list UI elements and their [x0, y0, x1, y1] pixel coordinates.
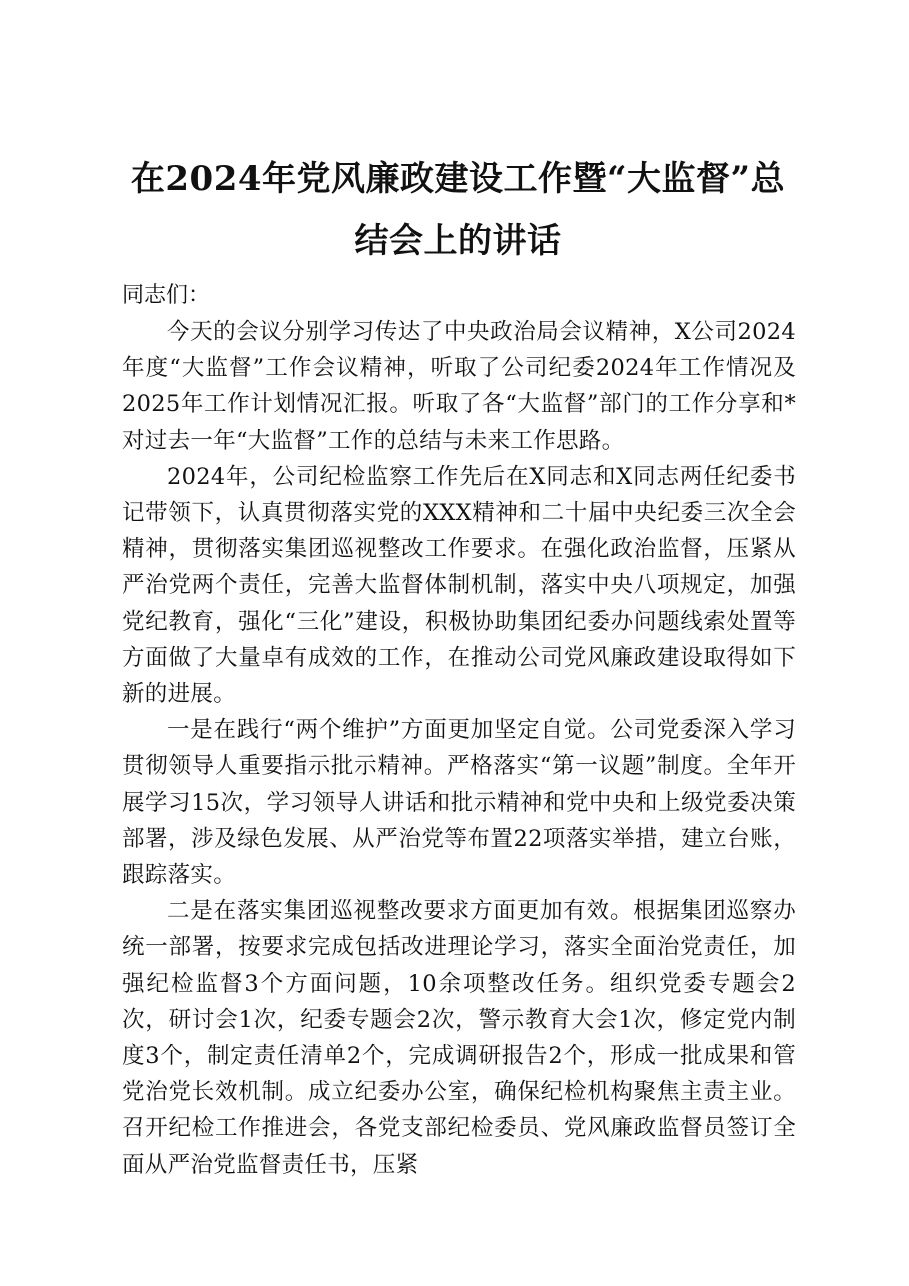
document-body — [122, 314, 796, 1183]
greeting-line: 同志们： — [122, 283, 211, 308]
paragraph-point-two: 二是在落实集团巡视整改要求方面更加有效。根据集团巡察办统一部署，按要求完成包括改进理论学习，落实全面治党责任，加强纪检监督3个方面问题，10余项整改任务。组织党委专题会2次，研讨会1次，纪委专题会2次，警示教育大会1次，修定党内制度3个，制定责任清单2个，完成调研报告2个，形成一批成果和管党治党长效机制。成立纪委办公室，确保纪检机构聚焦主责主业。召开纪检工作推进会，各党支部纪检委员、党风廉政监督员签订全面从严治党监督责任书，压紧 — [122, 898, 796, 1178]
document-title: 在2024年党风廉政建设工作暨“大监督”总结会上的讲话 — [130, 159, 786, 261]
paragraph-2024-summary: 2024年，公司纪检监察工作先后在X同志和X同志两任纪委书记带领下，认真贯彻落实党的XXX精神和二十届中央纪委三次全会精神，贯彻落实集团巡视整改工作要求。在强化政治监督，压紧从严治党两个责任，完善大监督体制机制，落实中央八项规定，加强党纪教育，强化“三化”建设，积极协助集团纪委办问题线索处置等方面做了大量卓有成效的工作，在推动公司党风廉政建设取得如下新的进展。 — [122, 463, 796, 708]
paragraph-intro: 今天的会议分别学习传达了中央政治局会议精神，X公司2024年度“大监督”工作会议精神，听取了公司纪委2024年工作情况及2025年工作计划情况汇报。听取了各“大监督”部门的工作分享和*对过去一年“大监督”工作的总结与未来工作思路。 — [122, 319, 796, 454]
paragraph-point-one: 一是在践行“两个维护”方面更加坚定自觉。公司党委深入学习贯彻领导人重要指示批示精神。严格落实“第一议题”制度。全年开展学习15次，学习领导人讲话和批示精神和党中央和上级党委决策部署，涉及绿色发展、从严治党等布置22项落实举措，建立台账，跟踪落实。 — [122, 717, 796, 889]
